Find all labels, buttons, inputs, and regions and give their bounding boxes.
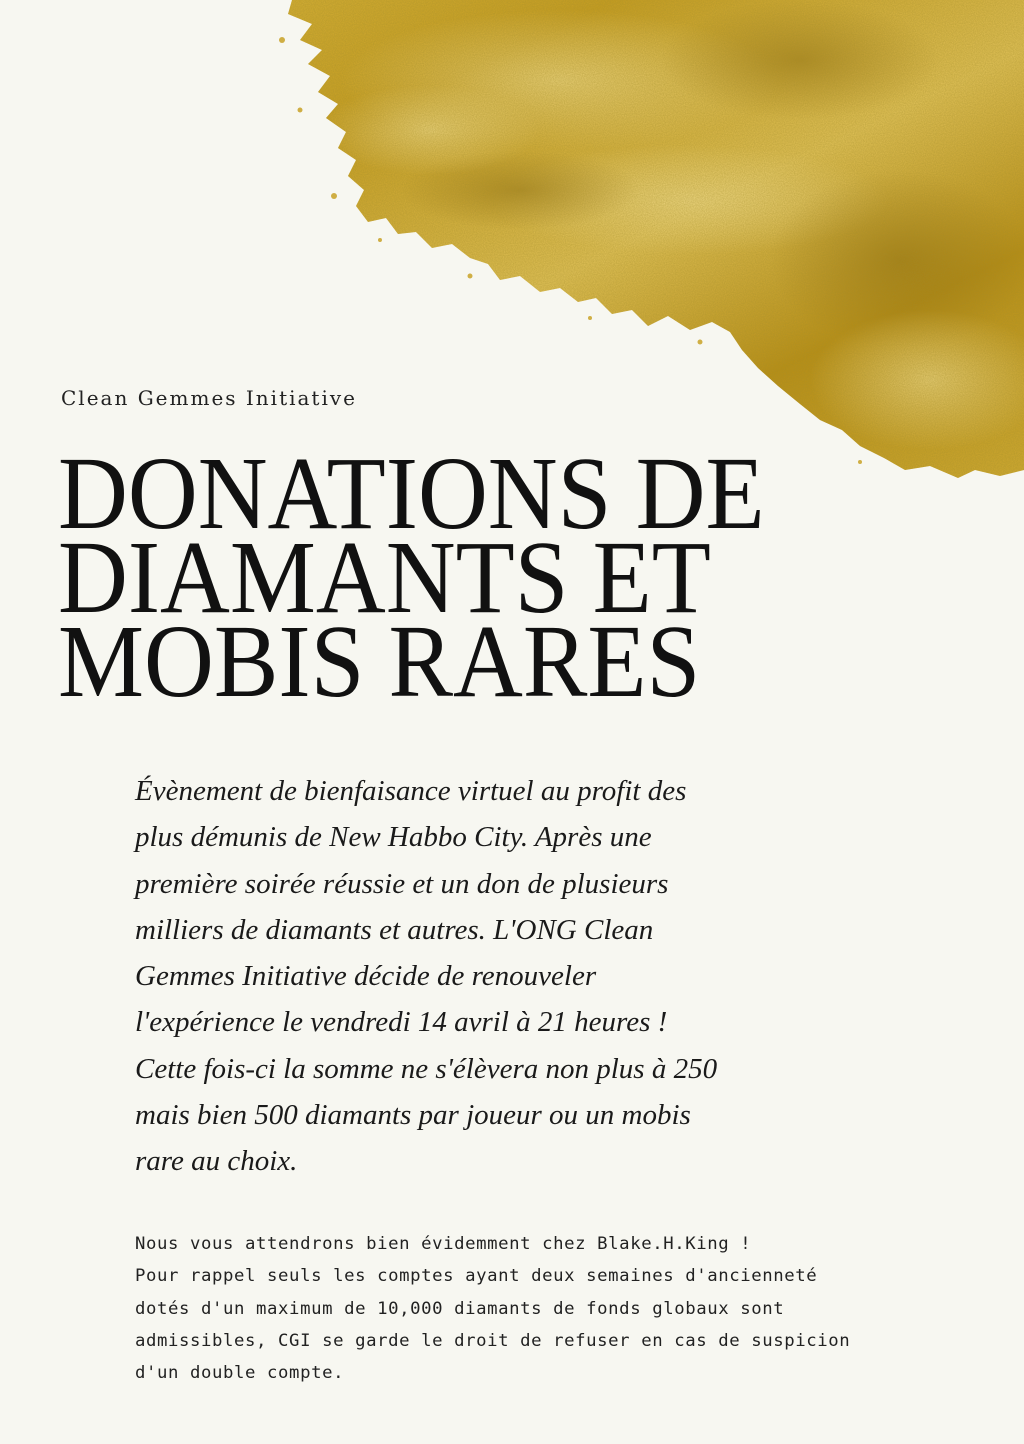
notes-line: Pour rappel seuls les comptes ayant deux semaines d'ancienneté [135,1266,818,1287]
eligibility-notes [135,1228,855,1389]
description-line: l'expérience le vendredi 14 avril à 21 heures ! [135,1006,668,1039]
organization-name: Clean Gemmes Initiative [61,386,357,410]
description-line: première soirée réussie et un don de plusieurs [135,867,669,900]
title-line: MOBIS RARES [58,604,701,719]
title-line: DONATIONS DE [58,436,765,551]
page-title [58,436,895,719]
description-line: Gemmes Initiative décide de renouveler [135,960,597,993]
description-line: mais bien 500 diamants par joueur ou un mobis [135,1099,691,1132]
description-line: milliers de diamants et autres. L'ONG Clean [135,913,654,946]
notes-line: dotés d'un maximum de 10,000 diamants de fonds globaux sont [135,1298,785,1319]
title-line: DIAMANTS ET [58,520,711,635]
description-line: plus démunis de New Habbo City. Après une [135,821,652,854]
notes-line: admissibles, CGI se garde le droit de refuser en cas de suspicion [135,1330,851,1351]
gold-paint-stroke [0,0,1024,500]
description-line: Évènement de bienfaisance virtuel au profit des [135,775,687,807]
description-line: rare au choix. [135,1145,298,1178]
event-description [135,768,815,1185]
description-line: Cette fois-ci la somme ne s'élèvera non plus à 250 [135,1052,718,1085]
notes-line: d'un double compte. [135,1363,345,1384]
notes-line: Nous vous attendrons bien évidemment chez Blake.H.King ! [135,1234,752,1254]
